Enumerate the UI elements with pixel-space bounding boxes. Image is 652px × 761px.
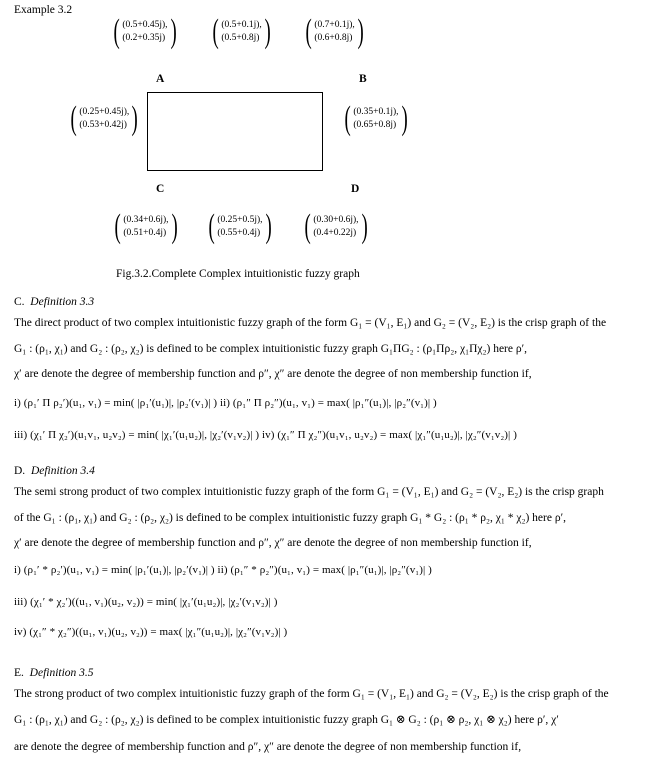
section-c-line-2: G₁ : (ρ₁, χ₁) and G₂ : (ρ₂, χ₂) is defined to be complex intuitionistic fuzzy graph G₁ΠG₂ : (ρ₁Πρ₂, χ₁Πχ₂) here ρ′,	[14, 343, 527, 355]
pair-membership: (0.25+0.45j),	[79, 107, 130, 117]
edge-pair-bottom-3: ( (0.30+0.6j), (0.4+0.22j) )	[304, 208, 368, 245]
node-label-d: D	[351, 183, 360, 195]
section-e-line-2: G₁ : (ρ₁, χ₁) and G₂ : (ρ₂, χ₂) is defined to be complex intuitionistic fuzzy graph G₁ ⊗ G₂ : (ρ₁ ⊗ ρ₂, χ₁ ⊗ χ₂) here ρ′, χ′	[14, 714, 559, 726]
section-d-line-1: The semi strong product of two complex intuitionistic fuzzy graph of the form G₁ = (V₁, E₁) and G₂ = (V₂, E₂) is the crisp graph	[14, 486, 604, 498]
edge-pair-bottom-2: ( (0.25+0.5j), (0.55+0.4j) )	[208, 208, 272, 245]
pair-nonmembership: (0.2+0.35j)	[122, 33, 166, 43]
section-c-heading	[14, 295, 94, 309]
example-label: Example 3.2	[14, 4, 73, 16]
heading-title: Definition 3.5	[29, 667, 94, 679]
node-pair-b: ( (0.35+0.1j), (0.65+0.8j) )	[344, 100, 408, 137]
section-c-line-1: The direct product of two complex intuitionistic fuzzy graph of the form G₁ = (V₁, E₁) and G₂ = (V₂, E₂) is the crisp graph of the	[14, 317, 607, 329]
pair-membership: (0.30+0.6j),	[313, 215, 359, 225]
section-d-line-2: of the G₁ : (ρ₁, χ₁) and G₂ : (ρ₂, χ₂) is defined to be complex intuitionistic fuzzy graph G₁ * G₂ : (ρ₁ * ρ₂, χ₁ * χ₂) here ρ′,	[14, 512, 566, 524]
edge-pair-bottom-1: ( (0.34+0.6j), (0.51+0.4j) )	[114, 208, 178, 245]
pair-membership: (0.5+0.1j),	[221, 20, 262, 30]
pair-nonmembership: (0.55+0.4j)	[217, 228, 261, 238]
edge-pair-top-1: ( (0.5+0.45j), (0.2+0.35j) )	[113, 13, 177, 50]
figure-caption: Fig.3.2.Complete Complex intuitionistic fuzzy graph	[116, 268, 360, 280]
heading-letter: E.	[14, 667, 24, 679]
section-c-line-3: χ′ are denote the degree of membership function and ρ″, χ″ are denote the degree of non membership function if,	[14, 368, 532, 380]
pair-membership: (0.25+0.5j),	[217, 215, 263, 225]
pair-nonmembership: (0.4+0.22j)	[313, 228, 357, 238]
node-label-a: A	[156, 73, 165, 85]
section-d-line-3: χ′ are denote the degree of membership function and ρ″, χ″ are denote the degree of non membership function if,	[14, 537, 532, 549]
node-label-b: B	[359, 73, 367, 85]
section-c-formula-2: iii) (χ₁′ Π χ₂′)(u₁v₁, u₂v₂) = min( |χ₁′(u₁u₂)|, |χ₂′(v₁v₂)| ) iv) (χ₁″ Π χ₂″)(u₁v₁, u₂v₂) = max( |χ₁″(u₁u₂)|, |χ₂″(v₁v₂)| )	[14, 429, 517, 441]
section-d-formula-2: iii) (χ₁′ * χ₂′)((u₁, v₁)(u₂, v₂)) = min( |χ₁′(u₁u₂)|, |χ₂′(v₁v₂)| )	[14, 596, 278, 608]
node-pair-a: ( (0.25+0.45j), (0.53+0.42j) )	[70, 100, 139, 137]
edge-pair-top-2: ( (0.5+0.1j), (0.5+0.8j) )	[212, 13, 271, 50]
heading-letter: C.	[14, 296, 25, 308]
section-c-formula-1: i) (ρ₁′ Π ρ₂′)(u₁, v₁) = min( |ρ₁′(u₁)|, |ρ₂′(v₁)| ) ii) (ρ₁″ Π ρ₂″)(u₁, v₁) = max( |ρ₁″(u₁)|, |ρ₂″(v₁)| )	[14, 397, 437, 409]
edge-pair-top-3: ( (0.7+0.1j), (0.6+0.8j) )	[305, 13, 364, 50]
pair-nonmembership: (0.53+0.42j)	[79, 120, 127, 130]
pair-membership: (0.35+0.1j),	[353, 107, 399, 117]
section-e-line-3: are denote the degree of membership function and ρ″, χ″ are denote the degree of non membership function if,	[14, 741, 522, 753]
heading-title: Definition 3.4	[30, 465, 95, 477]
heading-title: Definition 3.3	[30, 296, 95, 308]
heading-letter: D.	[14, 465, 26, 477]
pair-nonmembership: (0.5+0.8j)	[221, 33, 260, 43]
node-label-c: C	[156, 183, 165, 195]
pair-membership: (0.7+0.1j),	[314, 20, 355, 30]
section-d-heading	[14, 464, 95, 478]
section-e-line-1: The strong product of two complex intuitionistic fuzzy graph of the form G₁ = (V₁, E₁) and G₂ = (V₂, E₂) is the crisp graph of the	[14, 688, 609, 700]
section-d-formula-1: i) (ρ₁′ * ρ₂′)(u₁, v₁) = min( |ρ₁′(u₁)|, |ρ₂′(v₁)| ) ii) (ρ₁″ * ρ₂″)(u₁, v₁) = max( |ρ₁″(u₁)|, |ρ₂″(v₁)| )	[14, 564, 432, 576]
section-d-formula-3: iv) (χ₁″ * χ₂″)((u₁, v₁)(u₂, v₂)) = max( |χ₁″(u₁u₂)|, |χ₂″(v₁v₂)| )	[14, 626, 288, 638]
graph-square	[147, 92, 323, 171]
pair-nonmembership: (0.65+0.8j)	[353, 120, 397, 130]
pair-nonmembership: (0.6+0.8j)	[314, 33, 353, 43]
pair-membership: (0.5+0.45j),	[122, 20, 168, 30]
pair-membership: (0.34+0.6j),	[123, 215, 169, 225]
pair-nonmembership: (0.51+0.4j)	[123, 228, 167, 238]
section-e-heading	[14, 666, 94, 680]
